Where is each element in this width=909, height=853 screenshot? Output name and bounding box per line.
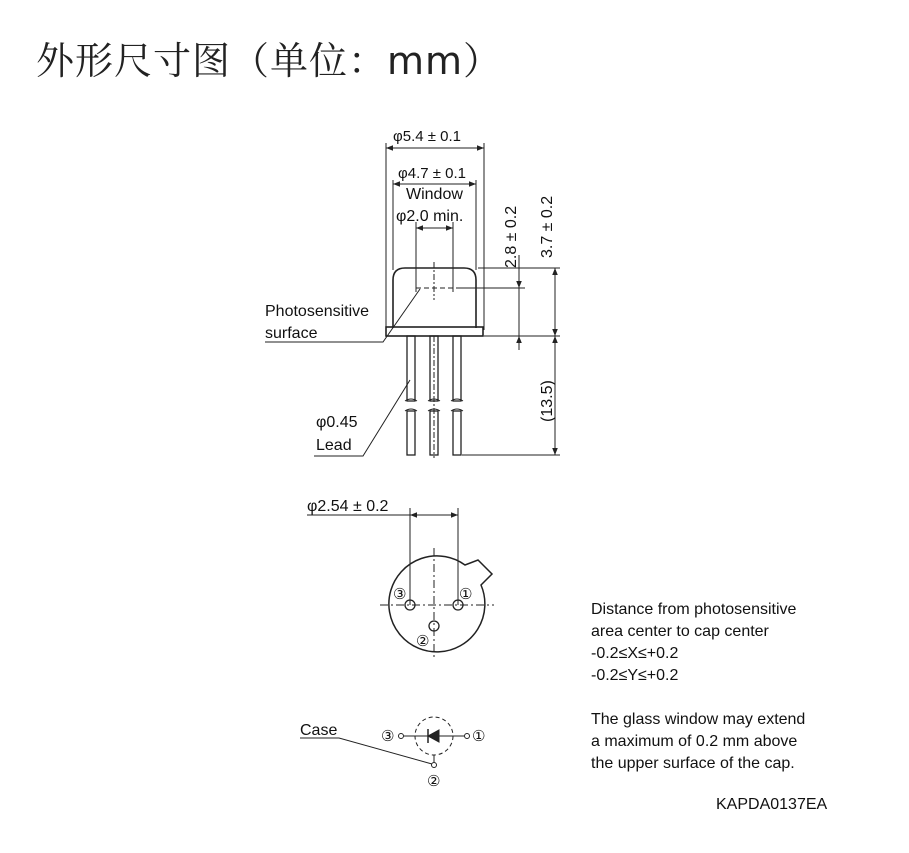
distance-note-line: -0.2≤X≤+0.2	[591, 645, 679, 662]
pin-pitch-label: φ2.54 ± 0.2	[307, 498, 389, 515]
schematic-pin2-label: ②	[427, 773, 441, 790]
case-label: Case	[300, 722, 338, 739]
glass-note-line: the upper surface of the cap.	[591, 755, 795, 772]
distance-note-line: area center to cap center	[591, 623, 769, 640]
window-label: Window	[406, 186, 463, 203]
cap-inner-diameter-label: φ4.7 ± 0.1	[398, 165, 466, 182]
bottom-pin3-label: ③	[393, 586, 407, 603]
bottom-pin1-label: ①	[459, 586, 473, 603]
schematic-pin3-label: ③	[381, 728, 395, 745]
distance-note	[591, 599, 796, 687]
glass-note-line: a maximum of 0.2 mm above	[591, 733, 798, 750]
cap-height-label: 3.7 ± 0.2	[539, 195, 556, 258]
lead-diameter-label: φ0.45	[316, 414, 358, 431]
bottom-pin2-label: ②	[416, 633, 430, 650]
lead-length-label: (13.5)	[539, 380, 556, 422]
bottom-view	[307, 508, 494, 660]
page-title: 外形尺寸图（单位：mm）	[36, 39, 503, 83]
glass-note-line: The glass window may extend	[591, 711, 806, 728]
window-diameter-label: φ2.0 min.	[396, 208, 464, 225]
distance-note-line: -0.2≤Y≤+0.2	[591, 667, 679, 684]
drawing-code: KAPDA0137EA	[716, 796, 828, 813]
cap-diameter-label: φ5.4 ± 0.1	[393, 128, 461, 145]
distance-note-line: Distance from photosensitive	[591, 601, 797, 618]
photosensitive-label-2: surface	[265, 325, 318, 342]
glass-note	[591, 709, 805, 775]
surface-height-label: 2.8 ± 0.2	[503, 205, 520, 268]
schematic-pin1-label: ①	[472, 728, 486, 745]
photosensitive-label-1: Photosensitive	[265, 303, 370, 320]
lead-word-label: Lead	[316, 437, 352, 454]
